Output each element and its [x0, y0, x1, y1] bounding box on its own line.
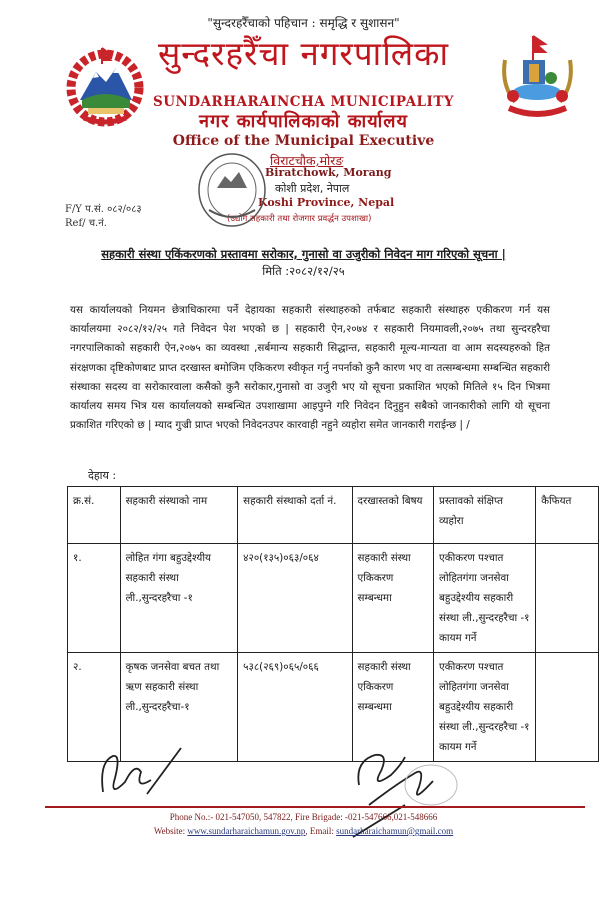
address-np: विराटचौक,मोरङ — [270, 153, 344, 168]
cell-sn: १. — [68, 544, 121, 653]
header-remarks: कैफियत — [536, 487, 599, 544]
cell-reg-no: ५३८(२६९)०६५/०६६ — [238, 653, 352, 762]
province-en: Koshi Province, Nepal — [258, 196, 395, 209]
table-row — [68, 544, 599, 653]
header-reg-no: सहकारी संस्थाको दर्ता नं. — [238, 487, 352, 544]
office-name-en: Office of the Municipal Executive — [172, 133, 435, 149]
email-label: , Email: — [305, 826, 337, 836]
branch-name: (उद्योग,सहकारी तथा रोजगार प्रवर्द्धन उपशाखा) — [227, 214, 372, 224]
cell-sn: २. — [68, 653, 121, 762]
cooperative-table — [67, 486, 599, 762]
cell-summary: एकीकरण पश्चात लोहितगंगा जनसेवा बहुउद्देश्यीय सहकारी संस्था ली.,सुन्दरहरैचा -१ कायम गर्ने — [434, 653, 536, 762]
cell-remarks — [536, 653, 599, 762]
notice-date: मिति :२०८२/१२/२५ — [262, 264, 345, 278]
footer-divider — [45, 806, 585, 808]
footer-phone: Phone No.:- 021-547050, 547822, Fire Brigade: -021-547666,021-548666 — [169, 812, 438, 822]
signature-left — [95, 742, 190, 802]
province-np: कोशी प्रदेश, नेपाल — [275, 182, 350, 195]
cell-name: लोहित गंगा बहुउद्देश्यीय सहकारी संस्था ली.,सुन्दरहरैचा -१ — [120, 544, 238, 653]
table-header-row — [68, 487, 599, 544]
address-en: Biratchowk, Morang — [265, 166, 392, 179]
municipality-name-np: सुन्दरहरैँचा नगरपालिका — [157, 34, 450, 73]
office-name-np: नगर कार्यपालिकाको कार्यालय — [199, 111, 408, 132]
website-label: Website: — [153, 826, 188, 836]
reference-number: Ref/ च.नं. — [65, 218, 107, 229]
municipality-name-en: SUNDARHARAINCHA MUNICIPALITY — [152, 94, 455, 110]
fiscal-year: F/Y प.सं. ०८२/०८३ — [65, 204, 142, 215]
header-name: सहकारी संस्थाको नाम — [120, 487, 238, 544]
notice-title: सहकारी संस्था एकिंकरणको प्रस्तावमा सरोकार, गुनासो वा उजुरीको निवेदन माग गरिएको सूचना | — [101, 247, 506, 261]
email-link[interactable]: sundarharaichamun@gmail.com — [336, 826, 454, 836]
header-summary: प्रस्तावको संक्षिप्त व्यहोरा — [434, 487, 536, 544]
header-subject: दरखास्तको बिषय — [352, 487, 433, 544]
cell-remarks — [536, 544, 599, 653]
motto: "सुन्दरहरैँचाको पहिचान : समृद्धि र सुशासन" — [207, 16, 400, 30]
cell-subject: सहकारी संस्था एकिकरण सम्बन्धमा — [352, 653, 433, 762]
cell-name: कृषक जनसेवा बचत तथा ऋण सहकारी संस्था ली.,सुन्दरहरैचा-१ — [120, 653, 238, 762]
office-stamp — [195, 150, 270, 230]
header-sn: क्र.सं. — [68, 487, 121, 544]
cell-reg-no: ४२०(१३५)०६३/०६४ — [238, 544, 352, 653]
notice-body: यस कार्यालयको नियमन छेत्राधिकारमा पर्ने देहायका सहकारी संस्थाहरुको तर्फबाट सहकारी संस्थाहरु एकीकरण गर्न यस कार्यालयमा २०८२/१२/२५ गते निवेदन पेश भएको छ | सहकारी ऐन,२०७४ र सहकारी नियमावली,२०७५ तथा सुन्दरहरैचा नगरपालिकाको सहकारी ऐन,२०७५ का व्यवस्था ,सर्बमान्य सहकारी सिद्धान्त, सहकारी मूल्य-मान्यता वा आम सदस्यहरुको हित संरक्षणका दृष्टिकोणबाट प्राप्त दरखास्त बमोजिम एकिकरण स्वीकृत गर्नु नपर्नाको कुनै कारण भए वा तत्सम्बन्धमा सम्बन्धित सहकारी संस्थाका सदस्य वा सरोकारवाला कसैको कुनै सरोकार,गुनासो वा उजुरी भए यो सूचना प्रकाशित भएको मितिले १५ दिन भित्रमा कार्यालय समय भित्र यस कार्यालयको सम्बन्धित उपशाखामा आइपुग्ने गरि निवेदन दिनुहुन सबैको जानकारीको लागि यो सूचना प्रकाशित गरिएको छ | म्याद गुज्री प्राप्त भएको निवेदनउपर कारवाही नहुने व्यहोरा समेत जानकारी गराईन्छ | / — [70, 304, 550, 432]
footer-contact — [0, 826, 607, 836]
website-link[interactable]: www.sundarharaichamun.gov.np — [187, 826, 306, 836]
cell-subject: सहकारी संस्था एकिकरण सम्बन्धमा — [352, 544, 433, 653]
dehaya-label: देहाय : — [88, 469, 117, 482]
cell-summary: एकीकरण पश्चात लोहितगंगा जनसेवा बहुउद्देश्यीय सहकारी संस्था ली.,सुन्दरहरैचा -१ कायम गर्ने — [434, 544, 536, 653]
